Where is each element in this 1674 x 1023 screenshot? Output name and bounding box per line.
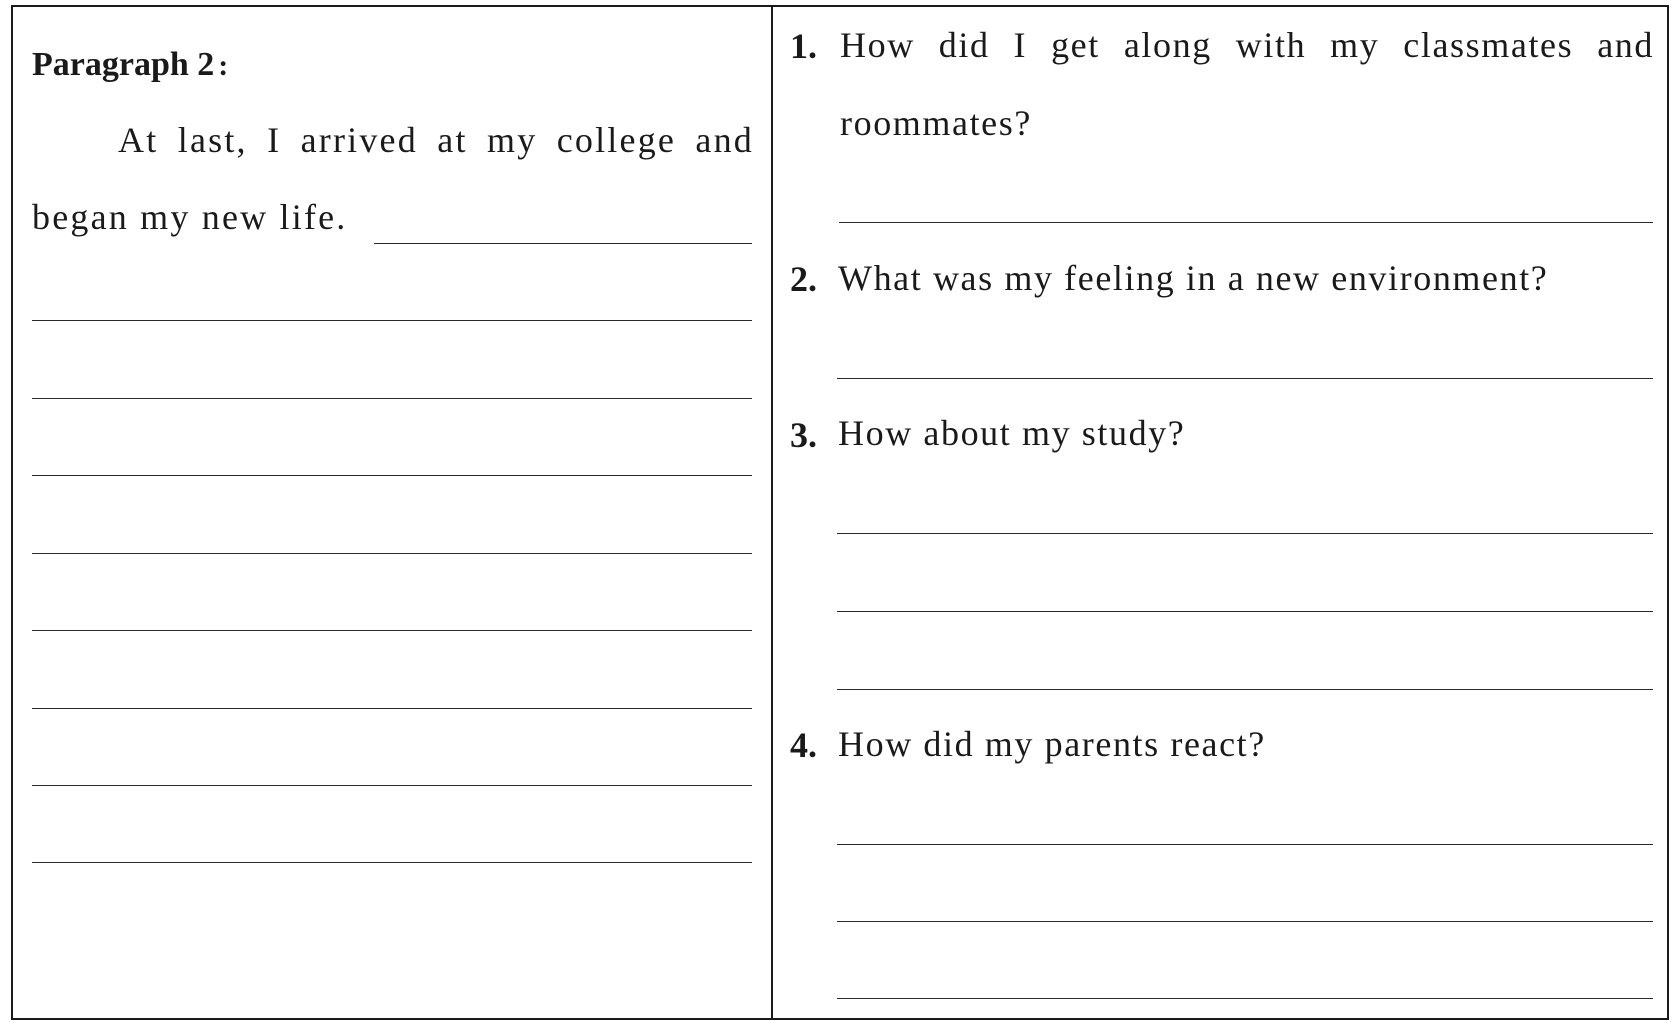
question-1-text-line-2: roommates? — [840, 103, 1032, 143]
intro-line-1: At last, I arrived at my college and — [118, 120, 754, 160]
question-1-text-line-1: How did I get along with my classmates and — [840, 25, 1654, 65]
paragraph-heading-colon: : — [218, 49, 229, 82]
question-1-number: 1. — [790, 26, 817, 66]
question-4-text: How did my parents react? — [838, 724, 1266, 764]
answer-line[interactable] — [837, 921, 1653, 922]
question-2-text: What was my feeling in a new environment? — [838, 258, 1549, 298]
answer-line[interactable] — [374, 243, 752, 244]
column-divider — [771, 5, 773, 1020]
answer-line[interactable] — [32, 785, 752, 786]
answer-line[interactable] — [837, 611, 1653, 612]
answer-line[interactable] — [32, 553, 752, 554]
question-2-number: 2. — [790, 259, 817, 299]
question-3-number: 3. — [790, 415, 817, 455]
answer-line[interactable] — [837, 533, 1653, 534]
answer-line[interactable] — [32, 398, 752, 399]
answer-line[interactable] — [837, 378, 1653, 379]
paragraph-heading-label: Paragraph 2 — [32, 46, 215, 83]
answer-line[interactable] — [837, 998, 1653, 999]
answer-line[interactable] — [32, 630, 752, 631]
answer-line[interactable] — [32, 320, 752, 321]
question-3-text: How about my study? — [838, 413, 1186, 453]
answer-line[interactable] — [32, 862, 752, 863]
answer-line[interactable] — [837, 844, 1653, 845]
answer-line[interactable] — [837, 689, 1653, 690]
paragraph-heading — [32, 46, 228, 84]
answer-line[interactable] — [32, 708, 752, 709]
question-4-number: 4. — [790, 725, 817, 765]
answer-line[interactable] — [32, 475, 752, 476]
answer-line[interactable] — [839, 222, 1653, 223]
intro-line-2: began my new life. — [32, 197, 348, 237]
